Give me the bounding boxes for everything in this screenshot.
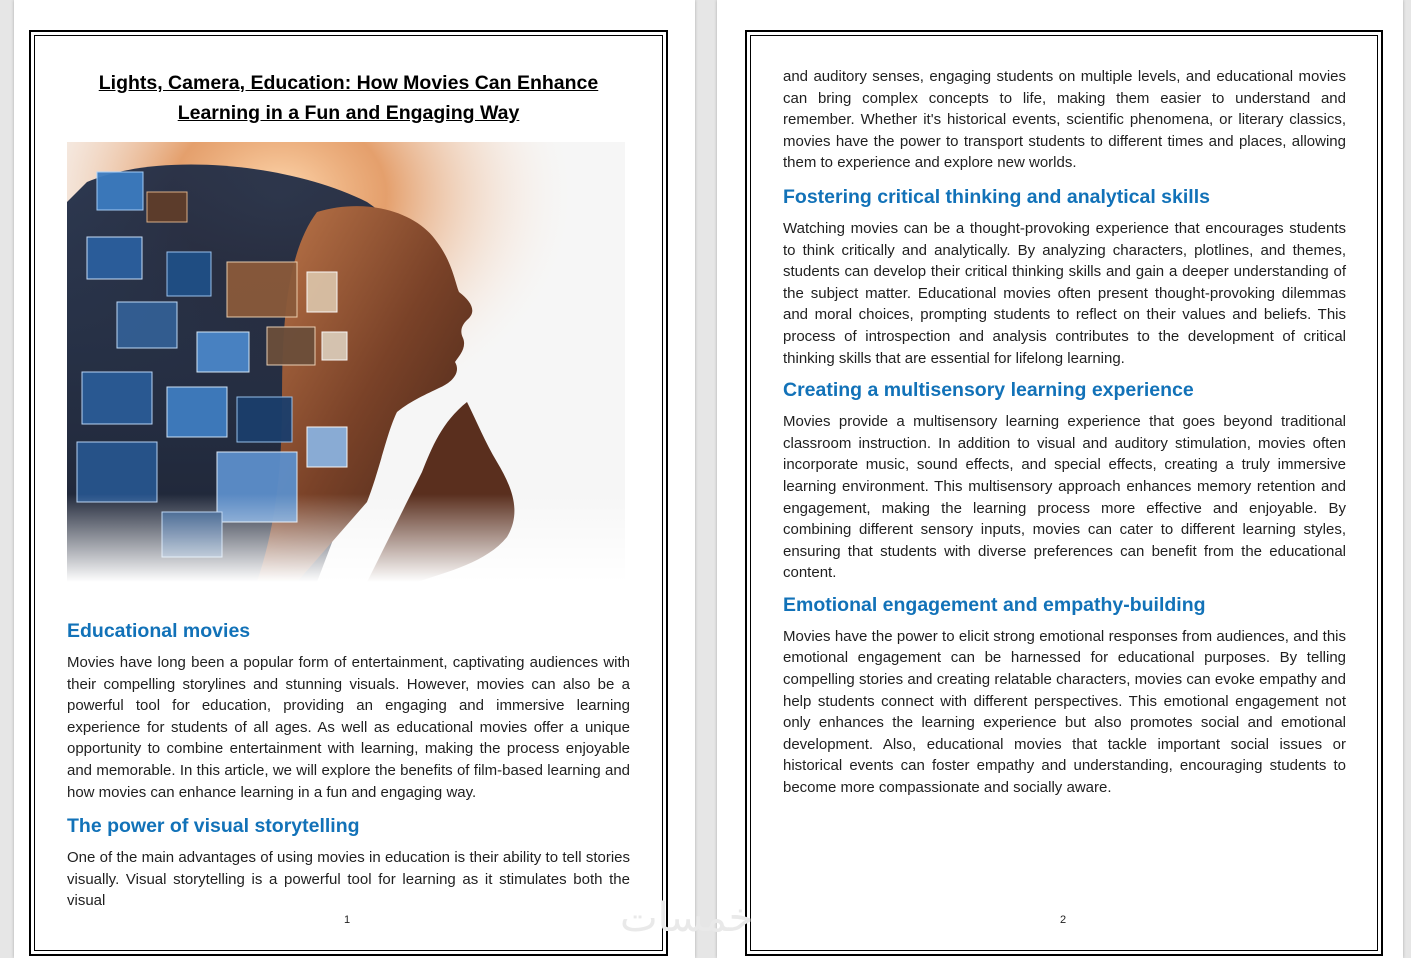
page-content [67,68,630,912]
section-heading-educational-movies: Educational movies [67,620,251,642]
hero-illustration [67,142,625,582]
page-content [783,66,1346,799]
section-body-multisensory: Movies provide a multisensory learning experience that goes beyond traditional classroom instruction. In addition to visual and auditory stimulation, movies often incorporate music, sound effects, and special effects, creating a truly immersive learning environment. This multisensory approach enhances memory retention and engagement, making the learning process more effective and enjoyable. By combining different sensory inputs, movies can cater to different learning styles, ensuring that students with diverse preferences can benefit from the educational content. [783,413,1346,582]
hero-image [67,142,625,582]
document-page-2 [717,0,1403,958]
title-line-2: Learning in a Fun and Engaging Way [177,102,520,124]
section-heading-visual-storytelling: The power of visual storytelling [67,815,360,838]
section-body-critical-thinking: Watching movies can be a thought-provoking experience that encourages students to think critically and analytically. By analyzing characters, plotlines, and themes, students can develop their critical thinking skills and gain a deeper understanding of the subject matter. Educational movies often present thought-provoking dilemmas and moral choices, prompting students to reflect on their values and beliefs. This process of introspection and analysis contributes to the development of critical thinking skills that are essential for lifelong learning. [783,219,1346,367]
document-page-1 [14,0,695,958]
section-body-educational-movies: Movies have long been a popular form of entertainment, captivating audiences with their compelling storylines and stunning visuals. However, movies can also be a powerful tool for education, providing an engaging and immersive learning experience for students of all ages. As well as educational movies offer a unique opportunity to combine entertainment with learning, making the process enjoyable and memorable. In this article, we will explore the benefits of film-based learning and how movies can enhance learning in a fun and engaging way. [67,654,630,801]
page-number: 1 [344,914,351,926]
continuation-paragraph: and auditory senses, engaging students on multiple levels, and educational movies can bring complex concepts to life, making them easier to understand and remember. Whether it's historical events, scientific phenomena, or literary classics, movies have the power to transport students to different times and places, allowing them to experience and explore new worlds. [783,68,1346,172]
section-body-visual-storytelling: One of the main advantages of using movies in education is their ability to tell stories visually. Visual storytelling is a powerful tool for learning as it stimulates both the visual [67,849,630,910]
section-heading-critical-thinking: Fostering critical thinking and analytical skills [783,185,1210,208]
document-title [67,68,630,128]
section-heading-emotional-engagement: Emotional engagement and empathy-building [783,593,1206,616]
title-line-1: Lights, Camera, Education: How Movies Can Enhance [98,72,599,94]
section-heading-multisensory: Creating a multisensory learning experience [783,379,1194,402]
watermark-logo: خمسات [620,895,754,941]
section-body-emotional-engagement: Movies have the power to elicit strong emotional responses from audiences, and this emotional engagement can be harnessed for educational purposes. By telling compelling stories and creating relatable characters, movies can evoke empathy and help students connect with different perspectives. This emotional engagement not only enhances the learning experience but also promotes social and emotional development. Also, educational movies that tackle important social issues or historical events can foster empathy and understanding, encouraging students to become more compassionate and socially aware. [783,627,1346,797]
page-number: 2 [1060,914,1067,926]
